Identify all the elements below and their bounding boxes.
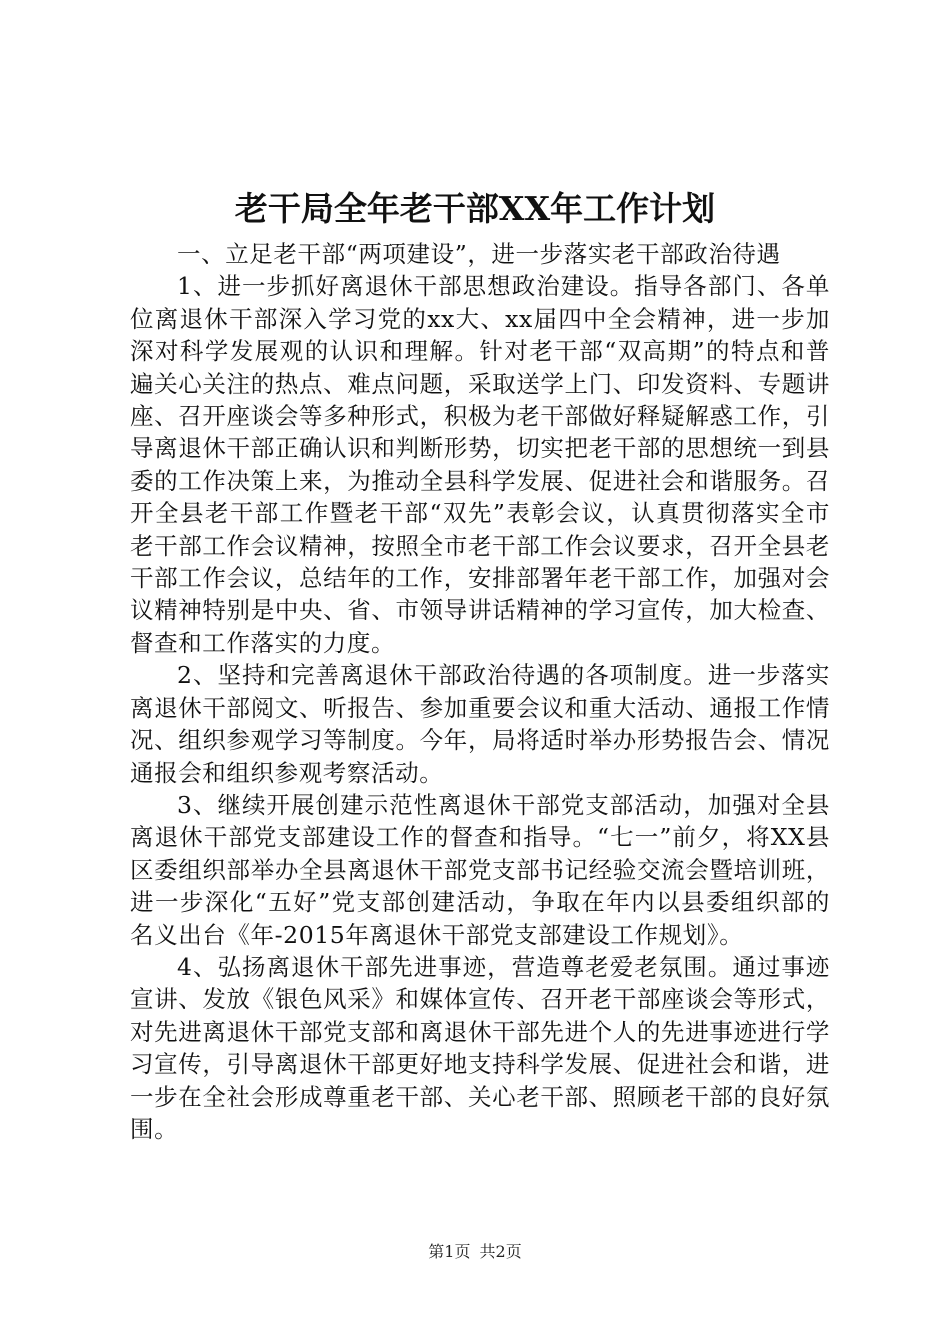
- paragraph-4: 4、弘扬离退休干部先进事迹，营造尊老爱老氛围。通过事迹宣讲、发放《银色风采》和媒体宣传、召开老干部座谈会等形式，对先进离退休干部党支部和离退休干部先进个人的先进事迹进行学习宣传，引导离退休干部更好地支持科学发展、促进社会和谐，进一步在全社会形成尊重老干部、关心老干部、照顾老干部的良好氛围。: [130, 952, 830, 1143]
- page-number: 第1页: [428, 1242, 471, 1261]
- document-title: 老干局全年老干部XX年工作计划: [234, 189, 716, 228]
- document-body: [130, 238, 830, 1145]
- page-total: 共2页: [479, 1242, 522, 1261]
- paragraph-1: 1、进一步抓好离退休干部思想政治建设。指导各部门、各单位离退休干部深入学习党的xx大、xx届四中全会精神，进一步加深对科学发展观的认识和理解。针对老干部“双高期”的特点和普遍关心关注的热点、难点问题，采取送学上门、印发资料、专题讲座、召开座谈会等多种形式，积极为老干部做好释疑解惑工作，引导离退休干部正确认识和判断形势，切实把老干部的思想统一到县委的工作决策上来，为推动全县科学发展、促进社会和谐服务。召开全县老干部工作暨老干部“双先”表彰会议，认真贯彻落实全市老干部工作会议精神，按照全市老干部工作会议要求，召开全县老干部工作会议，总结年的工作，安排部署年老干部工作，加强对会议精神特别是中央、省、市领导讲话精神的学习宣传，加大检查、督查和工作落实的力度。: [130, 272, 830, 657]
- paragraph-3: 3、继续开展创建示范性离退休干部党支部活动，加强对全县离退休干部党支部建设工作的督查和指导。“七一”前夕，将XX县区委组织部举办全县离退休干部党支部书记经验交流会暨培训班，进一步深化“五好”党支部创建活动，争取在年内以县委组织部的名义出台《年-2015年离退休干部党支部建设工作规划》。: [130, 790, 830, 949]
- paragraph-2: 2、坚持和完善离退休干部政治待遇的各项制度。进一步落实离退休干部阅文、听报告、参加重要会议和重大活动、通报工作情况、组织参观学习等制度。今年，局将适时举办形势报告会、情况通报会和组织参观考察活动。: [130, 661, 830, 787]
- section-heading: 一、立足老干部“两项建设”，进一步落实老干部政治待遇: [177, 240, 781, 268]
- page-footer: [0, 1240, 950, 1264]
